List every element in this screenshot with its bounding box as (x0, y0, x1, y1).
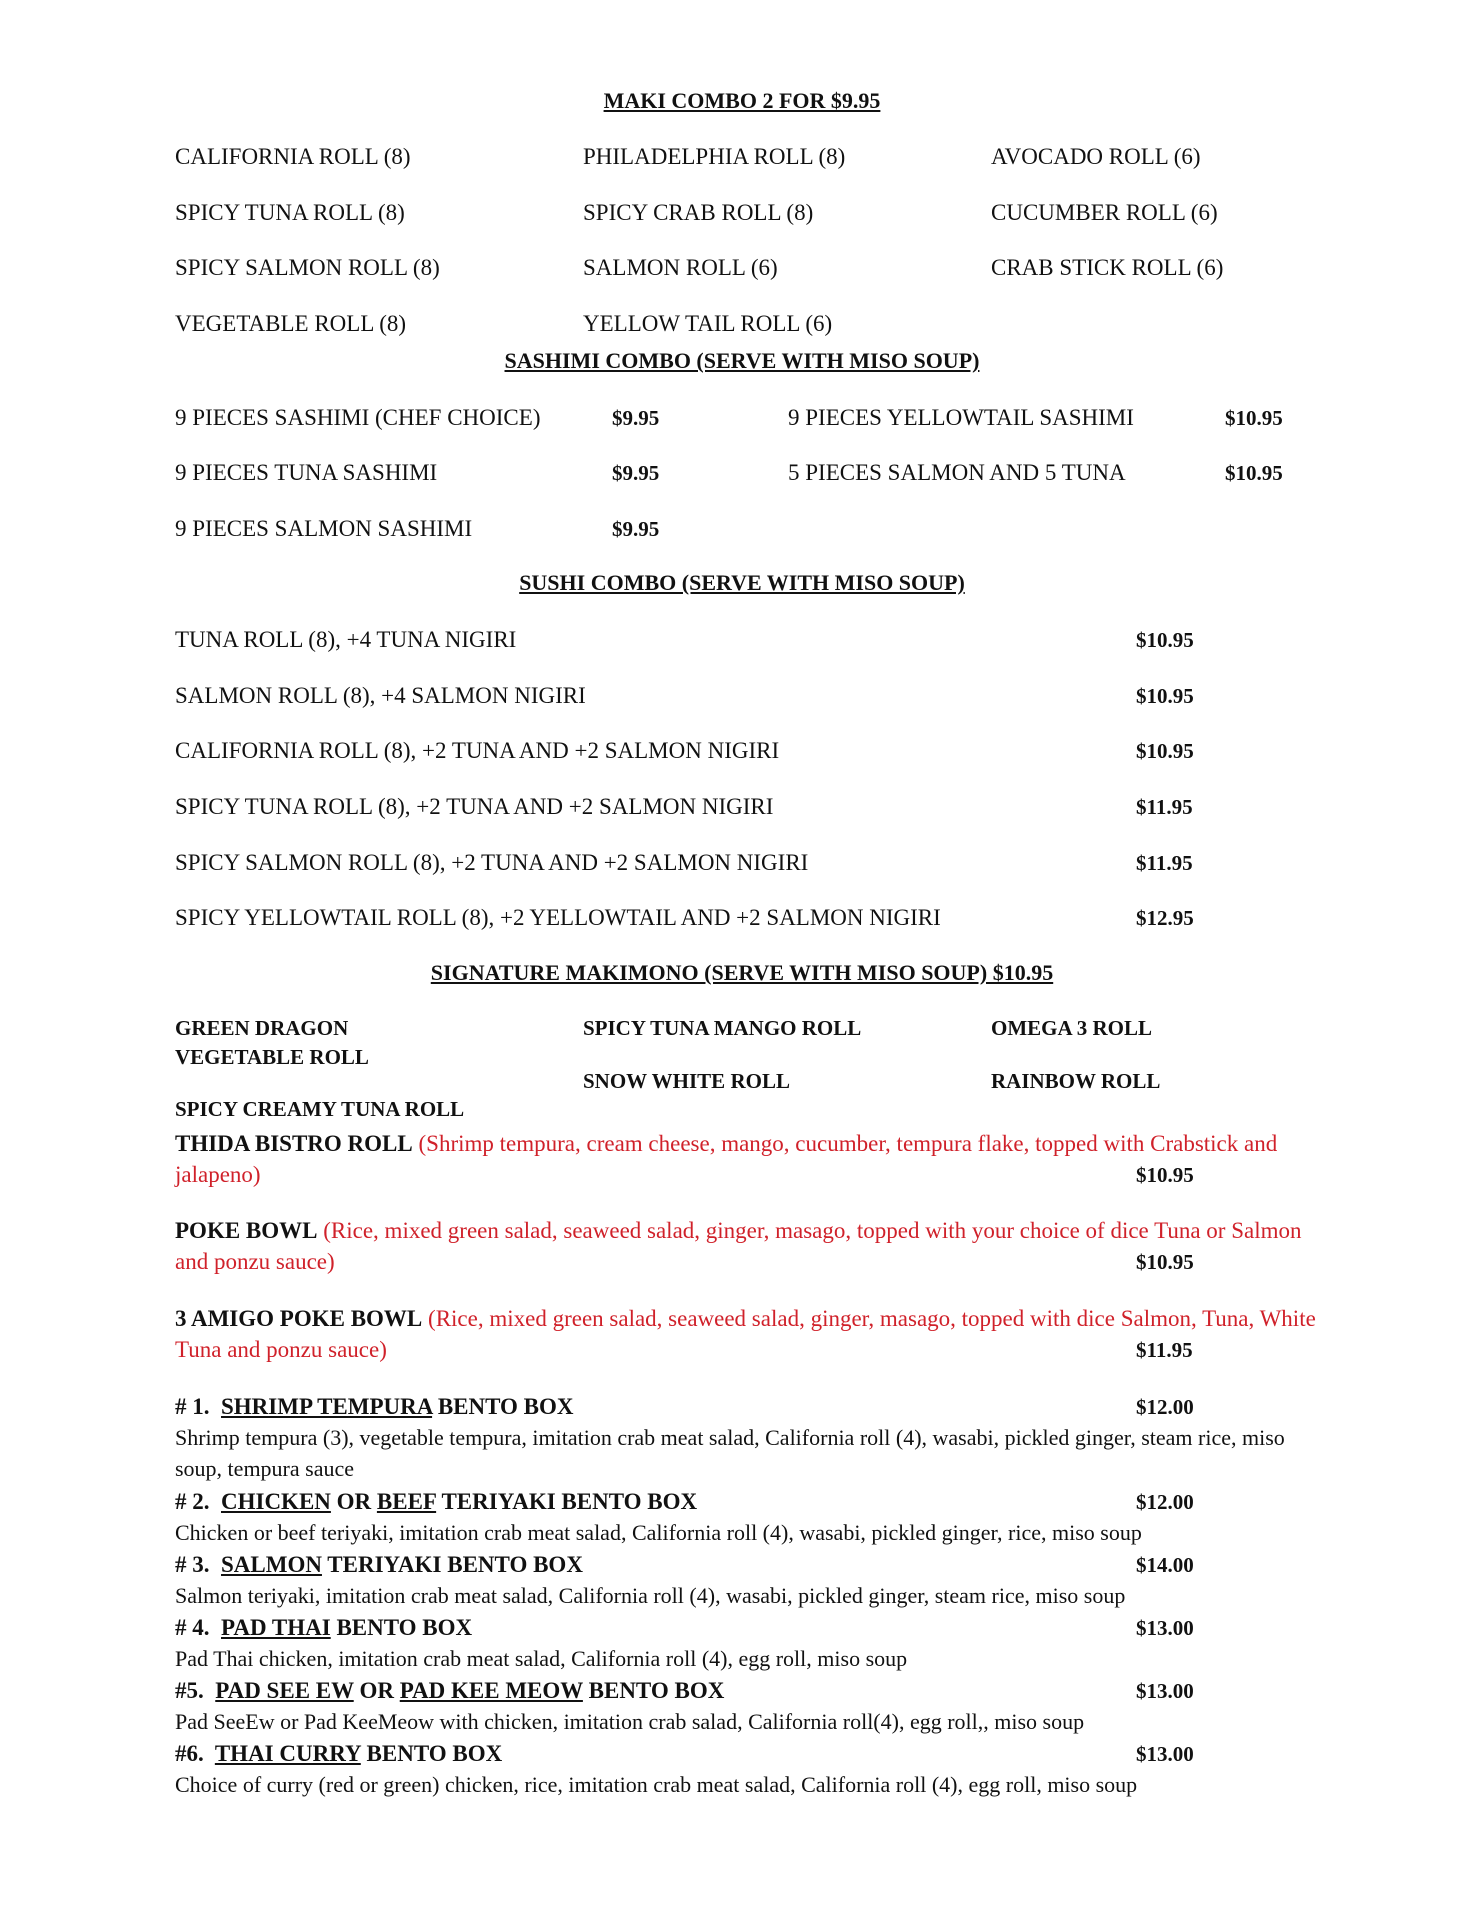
bento-description: Choice of curry (red or green) chicken, rice, imitation crab meat salad, California roll (4), egg roll, miso soup (175, 1772, 1138, 1797)
bento-heading-or: OR (336, 1489, 372, 1514)
sashimi-item-name: 5 PIECES SALMON AND 5 TUNA (788, 460, 1126, 485)
bento-heading-rest: TERIYAKI BENTO BOX (327, 1552, 583, 1577)
bento-number: # 1. (175, 1394, 210, 1419)
signature-item: SPICY TUNA MANGO ROLL (583, 1016, 862, 1040)
signature-item: GREEN DRAGON (175, 1016, 349, 1040)
bento-description: Pad SeeEw or Pad KeeMeow with chicken, imitation crab salad, California roll(4), egg roll,, miso soup (175, 1709, 1085, 1734)
special-item-price: $10.95 (1136, 1163, 1194, 1187)
sushi-item-name: SALMON ROLL (8), +4 SALMON NIGIRI (175, 683, 586, 708)
maki-item: SPICY SALMON ROLL (8) (175, 255, 440, 280)
bento-description: Chicken or beef teriyaki, imitation crab meat salad, California roll (4), wasabi, pickled ginger, rice, miso soup (175, 1520, 1142, 1545)
bento-heading (175, 1551, 583, 1579)
bento-main-item: PAD THAI (221, 1615, 331, 1640)
bento-price: $12.00 (1136, 1490, 1194, 1514)
maki-combo-title: MAKI COMBO 2 FOR $9.95 (603, 88, 881, 113)
bento-heading-rest: TERIYAKI BENTO BOX (441, 1489, 698, 1514)
bento-number: #6. (175, 1741, 204, 1766)
signature-item: SNOW WHITE ROLL (583, 1069, 790, 1093)
sashimi-item-price: $10.95 (1225, 406, 1283, 430)
bento-alt-item: PAD KEE MEOW (399, 1678, 583, 1703)
maki-item: YELLOW TAIL ROLL (6) (583, 311, 833, 336)
sushi-item-price: $11.95 (1136, 851, 1193, 875)
sushi-combo-title: SUSHI COMBO (SERVE WITH MISO SOUP) (519, 570, 965, 595)
bento-description: Pad Thai chicken, imitation crab meat salad, California roll (4), egg roll, miso soup (175, 1646, 908, 1671)
sashimi-item-price: $10.95 (1225, 461, 1283, 485)
signature-item: VEGETABLE ROLL (175, 1045, 369, 1069)
sushi-item-name: CALIFORNIA ROLL (8), +2 TUNA AND +2 SALMON NIGIRI (175, 738, 780, 763)
signature-makimono-title: SIGNATURE MAKIMONO (SERVE WITH MISO SOUP) $10.95 (430, 960, 1054, 985)
bento-heading-rest: BENTO BOX (336, 1615, 473, 1640)
maki-item: PHILADELPHIA ROLL (8) (583, 144, 846, 169)
sashimi-item-name: 9 PIECES YELLOWTAIL SASHIMI (788, 405, 1134, 430)
bento-number: #5. (175, 1678, 204, 1703)
bento-description: Shrimp tempura (3), vegetable tempura, imitation crab meat salad, California roll (4), wasabi, pickled ginger, steam rice, miso soup, tempura sauce (175, 1425, 1285, 1481)
special-item-description: (Shrimp tempura, cream cheese, mango, cucumber, tempura flake, topped with Crabstick and jalapeno) (175, 1131, 1278, 1188)
maki-item: SPICY CRAB ROLL (8) (583, 200, 814, 225)
special-item-price: $10.95 (1136, 1250, 1194, 1274)
maki-item: CRAB STICK ROLL (6) (991, 255, 1224, 280)
bento-heading (175, 1677, 724, 1705)
bento-description: Salmon teriyaki, imitation crab meat salad, California roll (4), wasabi, pickled ginger, steam rice, miso soup (175, 1583, 1126, 1608)
special-item-name: 3 AMIGO POKE BOWL (175, 1306, 423, 1331)
sashimi-item-price: $9.95 (612, 517, 660, 541)
sashimi-combo-title: SASHIMI COMBO (SERVE WITH MISO SOUP) (504, 348, 980, 373)
bento-price: $14.00 (1136, 1553, 1194, 1577)
sashimi-item-price: $9.95 (612, 406, 660, 430)
bento-price: $13.00 (1136, 1742, 1194, 1766)
sashimi-item-name: 9 PIECES SASHIMI (CHEF CHOICE) (175, 405, 541, 430)
sushi-item-price: $10.95 (1136, 684, 1194, 708)
bento-heading-rest: BENTO BOX (366, 1741, 503, 1766)
sushi-item-name: SPICY TUNA ROLL (8), +2 TUNA AND +2 SALMON NIGIRI (175, 794, 774, 819)
bento-alt-item: BEEF (376, 1489, 437, 1514)
sushi-item-name: SPICY YELLOWTAIL ROLL (8), +2 YELLOWTAIL AND +2 SALMON NIGIRI (175, 905, 941, 930)
bento-heading (175, 1614, 472, 1642)
sushi-item-name: SPICY SALMON ROLL (8), +2 TUNA AND +2 SALMON NIGIRI (175, 850, 809, 875)
bento-price: $13.00 (1136, 1679, 1194, 1703)
bento-price: $12.00 (1136, 1395, 1194, 1419)
bento-main-item: PAD SEE EW (215, 1678, 354, 1703)
bento-main-item: CHICKEN (221, 1489, 331, 1514)
sushi-item-name: TUNA ROLL (8), +4 TUNA NIGIRI (175, 627, 517, 652)
bento-heading (175, 1488, 697, 1516)
special-item-description: (Rice, mixed green salad, seaweed salad, ginger, masago, topped with dice Salmon, Tuna, White Tuna and ponzu sauce) (175, 1306, 1316, 1363)
bento-main-item: SHRIMP TEMPURA (221, 1394, 433, 1419)
bento-price: $13.00 (1136, 1616, 1194, 1640)
sushi-item-price: $12.95 (1136, 906, 1194, 930)
bento-number: # 2. (175, 1489, 210, 1514)
signature-item: SPICY CREAMY TUNA ROLL (175, 1097, 465, 1121)
special-item-name: THIDA BISTRO ROLL (175, 1131, 413, 1156)
maki-item: CALIFORNIA ROLL (8) (175, 144, 411, 169)
bento-heading-rest: BENTO BOX (588, 1678, 725, 1703)
sashimi-item-price: $9.95 (612, 461, 660, 485)
sashimi-item-name: 9 PIECES SALMON SASHIMI (175, 516, 473, 541)
maki-item: SPICY TUNA ROLL (8) (175, 200, 405, 225)
bento-main-item: THAI CURRY (214, 1741, 361, 1766)
special-item-description: (Rice, mixed green salad, seaweed salad, ginger, masago, topped with your choice of dice Tuna or Salmon and ponzu sauce) (175, 1218, 1302, 1275)
bento-heading (175, 1740, 502, 1768)
bento-main-item: SALMON (221, 1552, 322, 1577)
signature-item: RAINBOW ROLL (991, 1069, 1161, 1093)
bento-heading-rest: BENTO BOX (437, 1394, 574, 1419)
maki-item: AVOCADO ROLL (6) (991, 144, 1201, 169)
bento-number: # 4. (175, 1615, 210, 1640)
sushi-item-price: $10.95 (1136, 739, 1194, 763)
special-item-price: $11.95 (1136, 1338, 1193, 1362)
bento-heading-or: OR (359, 1678, 394, 1703)
maki-item: VEGETABLE ROLL (8) (175, 311, 407, 336)
bento-number: # 3. (175, 1552, 210, 1577)
special-item-name: POKE BOWL (175, 1218, 318, 1243)
maki-item: SALMON ROLL (6) (583, 255, 778, 280)
bento-heading (175, 1393, 574, 1421)
maki-item: CUCUMBER ROLL (6) (991, 200, 1218, 225)
sashimi-item-name: 9 PIECES TUNA SASHIMI (175, 460, 438, 485)
sushi-item-price: $10.95 (1136, 628, 1194, 652)
sushi-item-price: $11.95 (1136, 795, 1193, 819)
signature-item: OMEGA 3 ROLL (991, 1016, 1153, 1040)
